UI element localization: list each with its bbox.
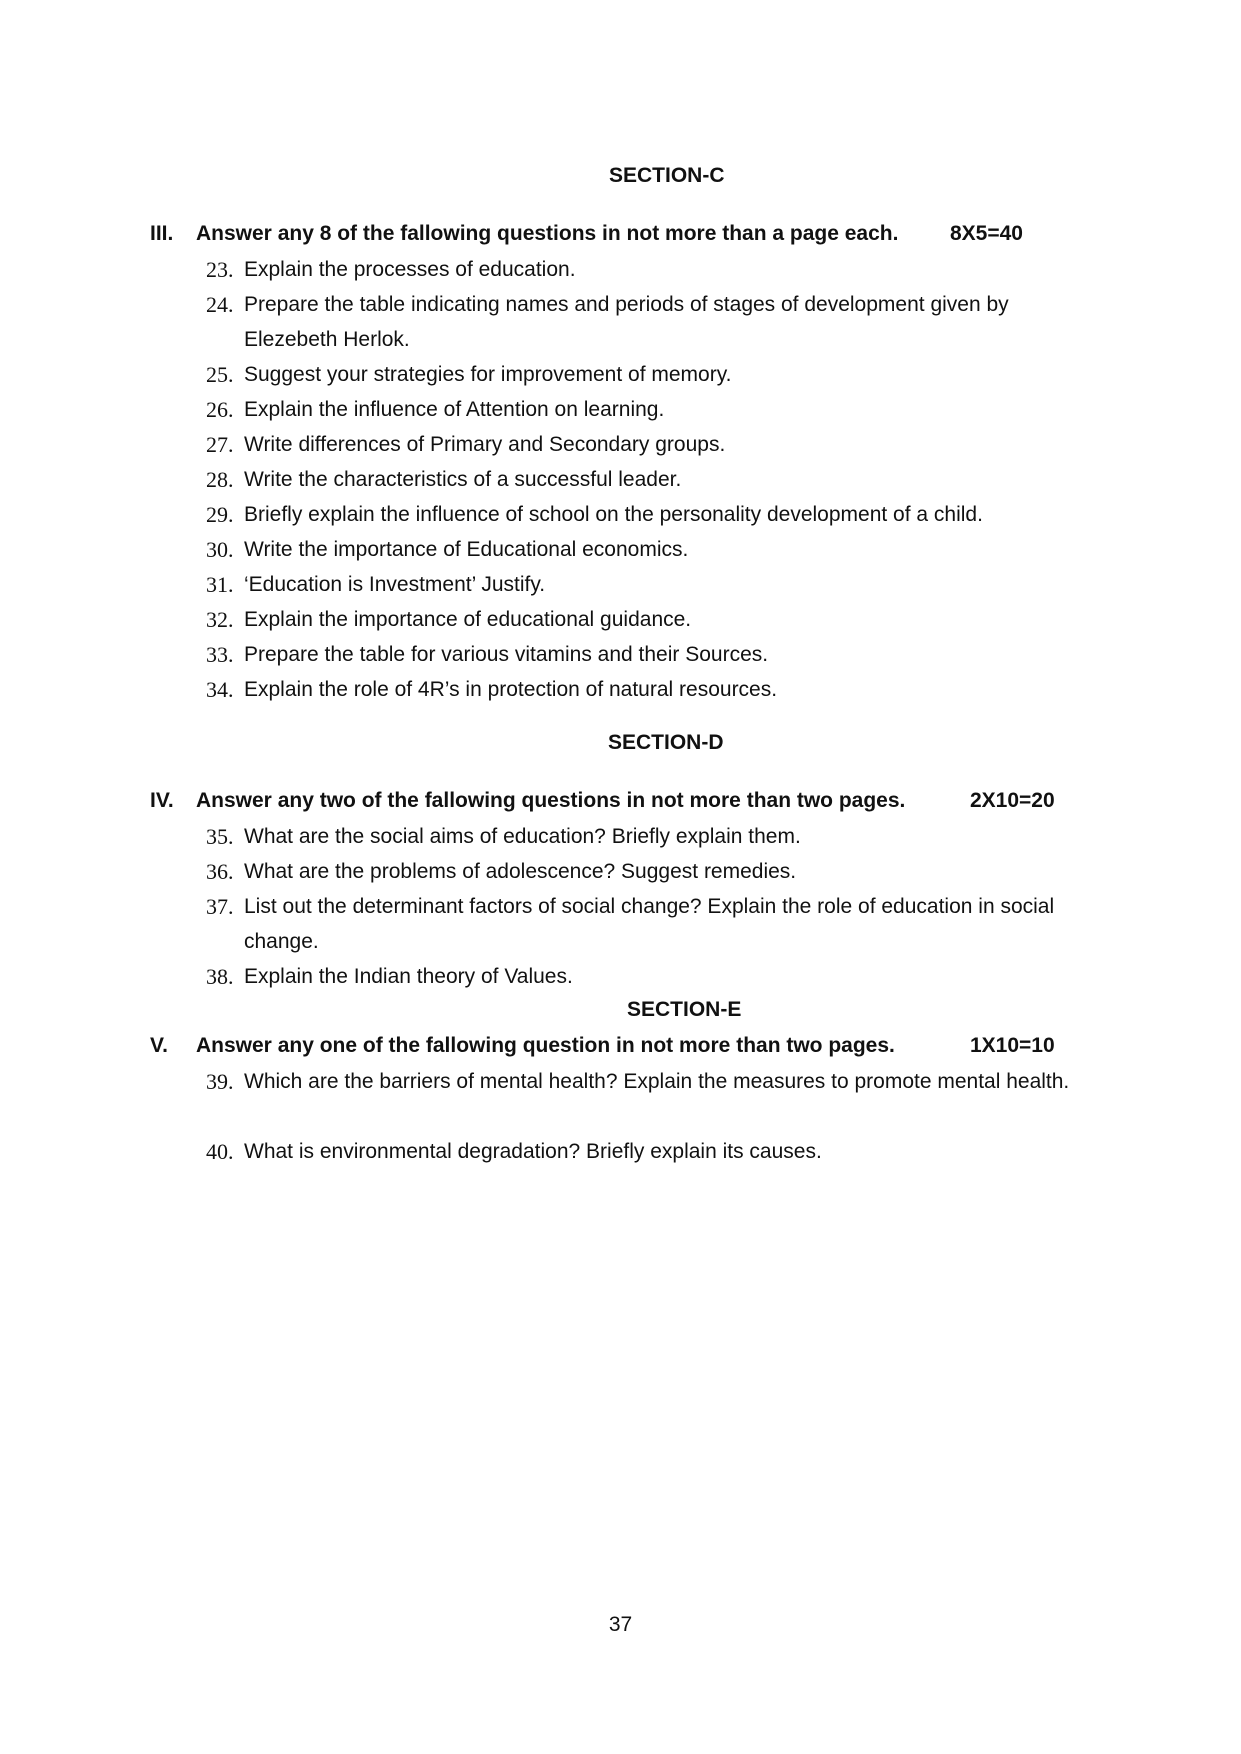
question-text: Prepare the table indicating names and periods of stages of development given by Elezebeth Herlok.: [244, 293, 1009, 351]
question-item: [206, 1064, 1086, 1099]
question-number: 36.: [206, 859, 234, 884]
question-number: 32.: [206, 607, 234, 632]
question-number: 27.: [206, 432, 234, 457]
question-text: What is environmental degradation? Briefly explain its causes.: [244, 1140, 822, 1163]
question-number: 28.: [206, 467, 234, 492]
question-text: Write differences of Primary and Secondary groups.: [244, 433, 726, 456]
question-number: 34.: [206, 677, 234, 702]
section-c-title: SECTION-C: [609, 164, 725, 187]
question-item: [206, 497, 1086, 532]
question-item: [206, 462, 1086, 497]
section-e-instruction: [150, 1034, 1080, 1064]
question-item: [206, 567, 1086, 602]
question-item: [206, 889, 1086, 959]
section-e-instruction-text: Answer any one of the fallowing question in not more than two pages.: [196, 1034, 895, 1057]
question-number: 33.: [206, 642, 234, 667]
question-number: 39.: [206, 1069, 234, 1094]
question-number: 30.: [206, 537, 234, 562]
question-text: ‘Education is Investment’ Justify.: [244, 573, 546, 596]
section-d-roman-numeral: IV.: [150, 789, 174, 812]
question-number: 37.: [206, 894, 234, 919]
question-text: Which are the barriers of mental health? Explain the measures to promote mental health.: [244, 1070, 1070, 1093]
section-c-instruction: [150, 222, 1080, 252]
question-text: What are the problems of adolescence? Suggest remedies.: [244, 860, 797, 883]
question-number: 29.: [206, 502, 234, 527]
question-number: 25.: [206, 362, 234, 387]
question-item: [206, 854, 1086, 889]
question-item: [206, 637, 1086, 672]
question-item: [206, 959, 1086, 994]
question-item: [206, 287, 1086, 357]
section-d-instruction: [150, 789, 1080, 819]
question-item: [206, 427, 1086, 462]
question-text: Suggest your strategies for improvement of memory.: [244, 363, 732, 386]
question-item: [206, 252, 1086, 287]
section-e-marks: 1X10=10: [970, 1034, 1055, 1057]
question-item: [206, 1134, 1086, 1169]
question-text: List out the determinant factors of social change? Explain the role of education in social change.: [244, 895, 1055, 953]
question-text: Explain the Indian theory of Values.: [244, 965, 573, 988]
question-text: Explain the importance of educational guidance.: [244, 608, 692, 631]
question-item: [206, 672, 1086, 707]
question-number: 26.: [206, 397, 234, 422]
question-text: Write the importance of Educational economics.: [244, 538, 689, 561]
question-number: 38.: [206, 964, 234, 989]
section-e-roman-numeral: V.: [150, 1034, 168, 1057]
question-item: [206, 392, 1086, 427]
question-number: 35.: [206, 824, 234, 849]
page-number: 37: [608, 1613, 633, 1636]
question-item: [206, 532, 1086, 567]
section-d-instruction-text: Answer any two of the fallowing questions in not more than two pages.: [196, 789, 906, 812]
question-text: What are the social aims of education? Briefly explain them.: [244, 825, 801, 848]
section-e-title: SECTION-E: [627, 998, 742, 1021]
question-number: 40.: [206, 1139, 234, 1164]
question-item: [206, 602, 1086, 637]
question-number: 23.: [206, 257, 234, 282]
question-text: Briefly explain the influence of school on the personality development of a child.: [244, 503, 983, 526]
question-number: 24.: [206, 292, 234, 317]
question-item: [206, 819, 1086, 854]
section-c-marks: 8X5=40: [950, 222, 1023, 245]
question-text: Explain the processes of education.: [244, 258, 576, 281]
section-c-instruction-text: Answer any 8 of the fallowing questions in not more than a page each.: [196, 222, 899, 245]
question-text: Prepare the table for various vitamins and their Sources.: [244, 643, 769, 666]
question-text: Explain the influence of Attention on learning.: [244, 398, 665, 421]
question-text: Write the characteristics of a successful leader.: [244, 468, 682, 491]
section-d-title: SECTION-D: [608, 731, 724, 754]
question-number: 31.: [206, 572, 234, 597]
question-item: [206, 357, 1086, 392]
section-c-roman-numeral: III.: [150, 222, 174, 245]
section-d-marks: 2X10=20: [970, 789, 1055, 812]
question-text: Explain the role of 4R’s in protection of natural resources.: [244, 678, 778, 701]
